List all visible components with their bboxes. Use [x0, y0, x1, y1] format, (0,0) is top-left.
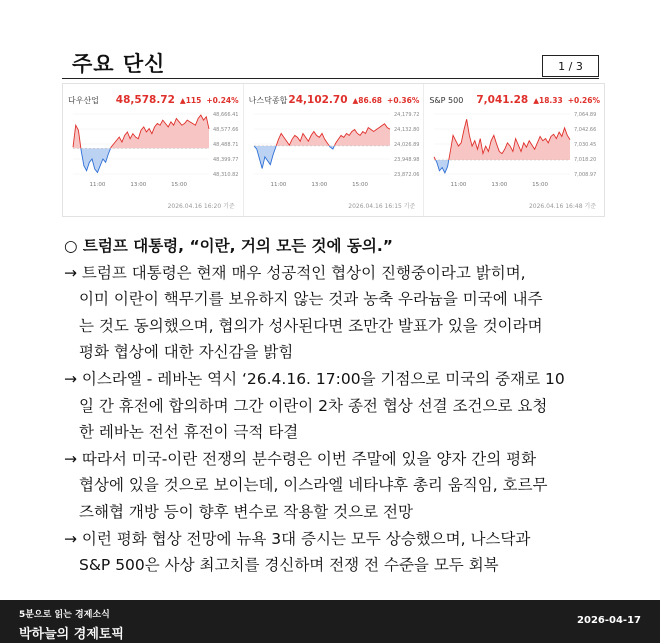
x-tick-label: 11:00: [270, 182, 287, 188]
title-divider: [62, 78, 599, 79]
index-charts: [62, 83, 605, 217]
y-tick-label: 48,488.71: [213, 142, 239, 148]
page-title: 주요 단신: [72, 52, 166, 76]
x-tick-label: 15:00: [532, 182, 549, 188]
x-tick-label: 13:00: [311, 182, 327, 188]
x-tick-label: 13:00: [130, 182, 147, 188]
y-tick-label: 7,018.20: [574, 157, 597, 163]
chart-change: ▲86.68: [352, 96, 383, 105]
y-tick-label: 7,042.66: [574, 127, 597, 133]
x-tick-label: 15:00: [351, 182, 368, 188]
y-tick-label: 23,872.06: [393, 172, 420, 178]
y-tick-label: 24,179.72: [393, 112, 420, 118]
x-tick-label: 13:00: [491, 182, 508, 188]
news-line: 는 것도 동의했으며, 협의가 성사된다면 조만간 발표가 있을 것이라며: [79, 316, 543, 335]
y-tick-label: 23,948.98: [393, 157, 420, 163]
chart-value: 7,041.28: [476, 94, 529, 106]
chart-panel-nasdaq: [244, 84, 425, 216]
chart-title: 다우산업: [68, 96, 99, 105]
news-body: [64, 233, 609, 579]
y-tick-label: 7,064.89: [574, 112, 597, 118]
y-tick-label: 48,577.66: [213, 127, 239, 133]
area-up: [434, 119, 570, 173]
chart-panel-dow: [63, 84, 244, 216]
y-tick-label: 48,666.41: [213, 112, 239, 118]
news-heading: ○ 트럼프 대통령, “이란, 거의 모든 것에 동의.”: [64, 237, 393, 255]
chart-change-pct: +0.24%: [206, 96, 239, 105]
index-chart-svg: [63, 108, 243, 202]
chart-change-pct: +0.36%: [387, 96, 420, 105]
news-line: 이미 이란이 핵무기를 보유하지 않는 것과 농축 우라늄을 미국에 내주: [79, 290, 543, 309]
news-line: 협상에 있을 것으로 보이는데, 이스라엘 네타냐후 총리 움직임, 호르무: [79, 476, 548, 495]
footer-subtitle: 5분으로 읽는 경제소식: [19, 610, 110, 620]
news-line: S&P 500은 사상 최고치를 경신하며 전쟁 전 수준을 모두 회복: [79, 556, 499, 575]
index-chart-svg: [244, 108, 424, 202]
chart-timestamp: 2026.04.16 16:20 기준: [167, 203, 235, 210]
x-tick-label: 15:00: [171, 182, 188, 188]
x-tick-label: 11:00: [450, 182, 467, 188]
chart-value: 24,102.70: [288, 94, 348, 106]
news-line: → 이스라엘 - 레바논 역시 ‘26.4.16. 17:00을 기점으로 미국의 중재로 10: [64, 369, 565, 388]
y-tick-label: 48,399.77: [213, 157, 239, 163]
news-line: 한 레바논 전선 휴전이 극적 타결: [79, 423, 299, 442]
y-tick-label: 48,310.82: [213, 172, 239, 178]
news-line: 평화 협상에 대한 자신감을 밝힘: [79, 343, 294, 362]
x-tick-label: 11:00: [89, 182, 106, 188]
page-indicator: 1 / 3: [542, 55, 599, 77]
index-chart-svg: [424, 108, 604, 202]
chart-value: 48,578.72: [115, 94, 175, 106]
chart-change-pct: +0.26%: [567, 96, 601, 105]
chart-change: ▲115: [179, 96, 202, 105]
y-tick-label: 24,026.89: [393, 142, 420, 148]
footer-brand: 박하늘의 경제토픽: [19, 627, 124, 642]
chart-change: ▲18.33: [533, 96, 563, 105]
news-line: → 이런 평화 협상 전망에 뉴욕 3대 증시는 모두 상승했으며, 나스닥과: [64, 529, 531, 548]
footer-bar: [0, 600, 660, 643]
y-tick-label: 24,132.80: [393, 127, 420, 133]
chart-title: 나스닥종합: [248, 96, 288, 105]
chart-timestamp: 2026.04.16 16:15 기준: [348, 203, 416, 210]
y-tick-label: 7,008.97: [574, 172, 597, 178]
chart-panel-sp500: [424, 84, 604, 216]
news-line: → 트럼프 대통령은 현재 매우 성공적인 협상이 진행중이라고 밝히며,: [64, 263, 526, 282]
y-tick-label: 7,030.45: [574, 142, 597, 148]
footer-date: 2026-04-17: [577, 615, 641, 626]
chart-timestamp: 2026.04.16 16:48 기준: [528, 203, 597, 210]
news-line: 일 간 휴전에 합의하며 그간 이란이 2차 종전 협상 선결 조건으로 요청: [79, 396, 548, 415]
news-line: 즈해협 개방 등이 향후 변수로 작용할 것으로 전망: [79, 502, 413, 521]
news-line: → 따라서 미국-이란 전쟁의 분수령은 이번 주말에 있을 양자 간의 평화: [64, 449, 537, 468]
chart-title: S&P 500: [429, 96, 464, 105]
